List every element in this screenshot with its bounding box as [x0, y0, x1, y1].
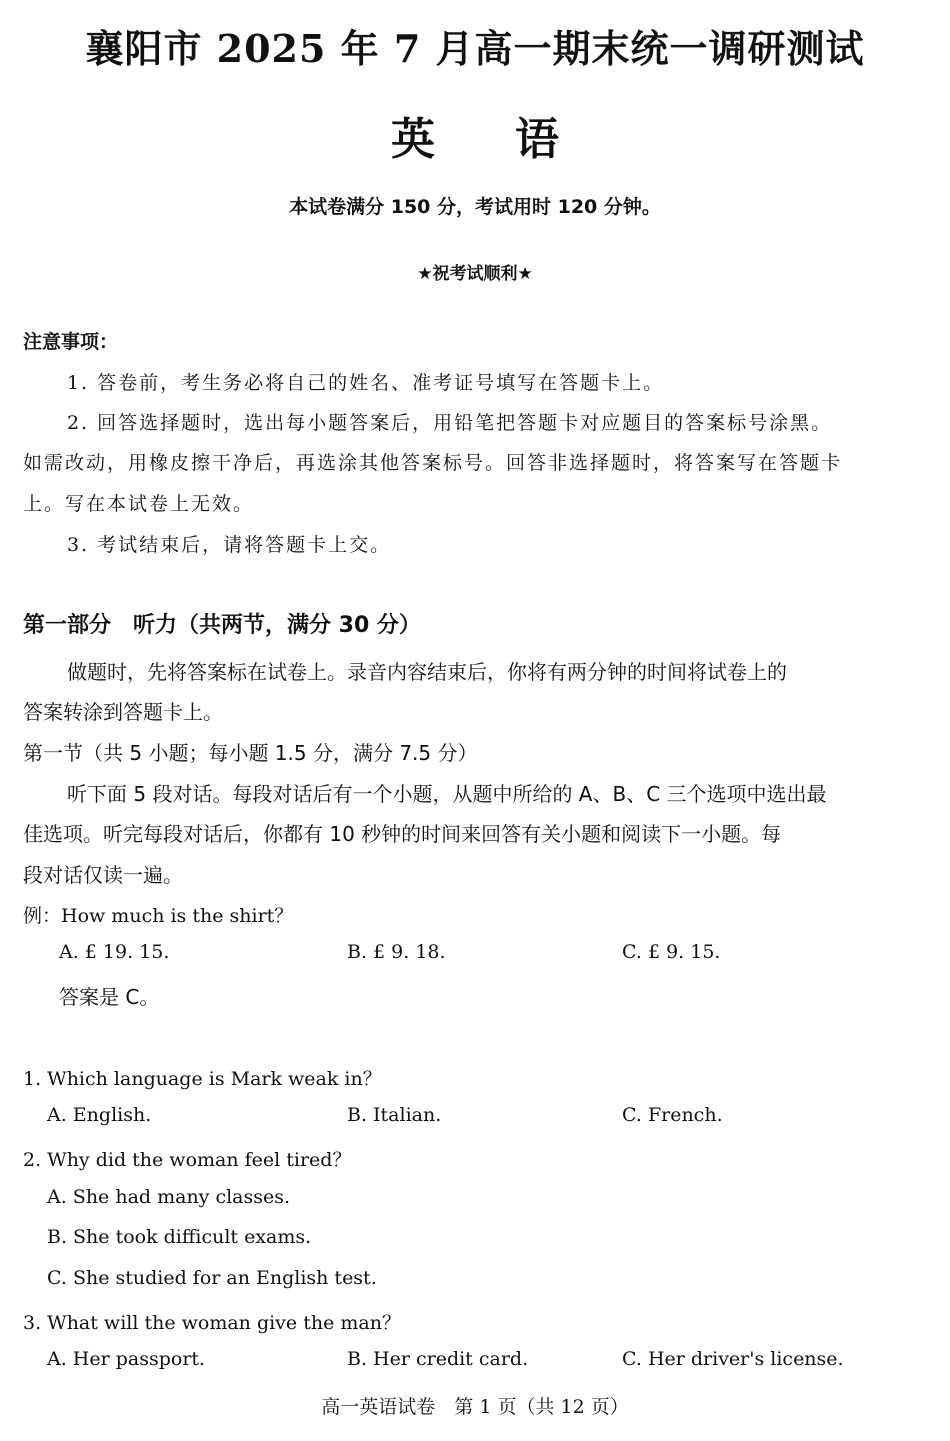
question-1-option-a: A. English.: [47, 1104, 152, 1126]
question-2-option-a: A. She had many classes.: [47, 1186, 291, 1208]
exam-title: 襄阳市 2025 年 7 月高一期末统一调研测试: [85, 26, 865, 71]
page-footer: 高一英语试卷 第 1 页（共 12 页）: [321, 1396, 629, 1418]
question-2-option-c: C. She studied for an English test.: [47, 1267, 377, 1289]
part1-intro-line-1: 做题时，先将答案标在试卷上。录音内容结束后，你将有两分钟的时间将试卷上的: [67, 660, 787, 684]
notice-item-1: 1. 答卷前，考生务必将自己的姓名、准考证号填写在答题卡上。: [67, 372, 665, 394]
notice-item-3: 3. 考试结束后，请将答题卡上交。: [67, 534, 392, 556]
exam-info: 本试卷满分 150 分，考试用时 120 分钟。: [289, 196, 661, 218]
question-3-stem: 3. What will the woman give the man？: [23, 1312, 401, 1334]
example-option-c: C. £ 9. 15.: [622, 941, 721, 963]
question-1-option-b: B. Italian.: [347, 1104, 442, 1126]
example-question: 例：How much is the shirt？: [23, 905, 294, 927]
question-1-option-c: C. French.: [622, 1104, 723, 1126]
part1-heading: 第一部分 听力（共两节，满分 30 分）: [23, 613, 421, 638]
section1-instruction-line-3: 段对话仅读一遍。: [23, 863, 183, 887]
section1-instruction-line-1: 听下面 5 段对话。每段对话后有一个小题，从题中所给的 A、B、C 三个选项中选出最: [67, 782, 827, 806]
question-2-option-b: B. She took difficult exams.: [47, 1226, 312, 1248]
example-answer: 答案是 C。: [59, 985, 160, 1009]
section1-instruction-line-2: 佳选项。听完每段对话后，你都有 10 秒钟的时间来回答有关小题和阅读下一小题。每: [23, 822, 782, 846]
question-3-option-a: A. Her passport.: [47, 1348, 206, 1370]
question-3-option-b: B. Her credit card.: [347, 1348, 529, 1370]
notice-item-2-line-2: 如需改动，用橡皮擦干净后，再选涂其他答案标号。回答非选择题时，将答案写在答题卡: [23, 452, 843, 474]
question-2-stem: 2. Why did the woman feel tired？: [23, 1149, 352, 1171]
section1-heading: 第一节（共 5 小题；每小题 1.5 分，满分 7.5 分）: [23, 741, 478, 765]
notice-item-2-line-3: 上。写在本试卷上无效。: [23, 493, 255, 515]
good-luck-line: ★祝考试顺利★: [417, 264, 533, 284]
part1-intro-line-2: 答案转涂到答题卡上。: [23, 700, 223, 724]
notice-item-2-line-1: 2. 回答选择题时，选出每小题答案后，用铅笔把答题卡对应题目的答案标号涂黑。: [67, 412, 833, 434]
question-1-stem: 1. Which language is Mark weak in？: [23, 1068, 382, 1090]
example-option-b: B. £ 9. 18.: [347, 941, 446, 963]
question-3-option-c: C. Her driver's license.: [622, 1348, 844, 1370]
subject-title: 英语: [391, 114, 639, 165]
example-option-a: A. £ 19. 15.: [59, 941, 170, 963]
notice-heading: 注意事项：: [23, 331, 119, 353]
